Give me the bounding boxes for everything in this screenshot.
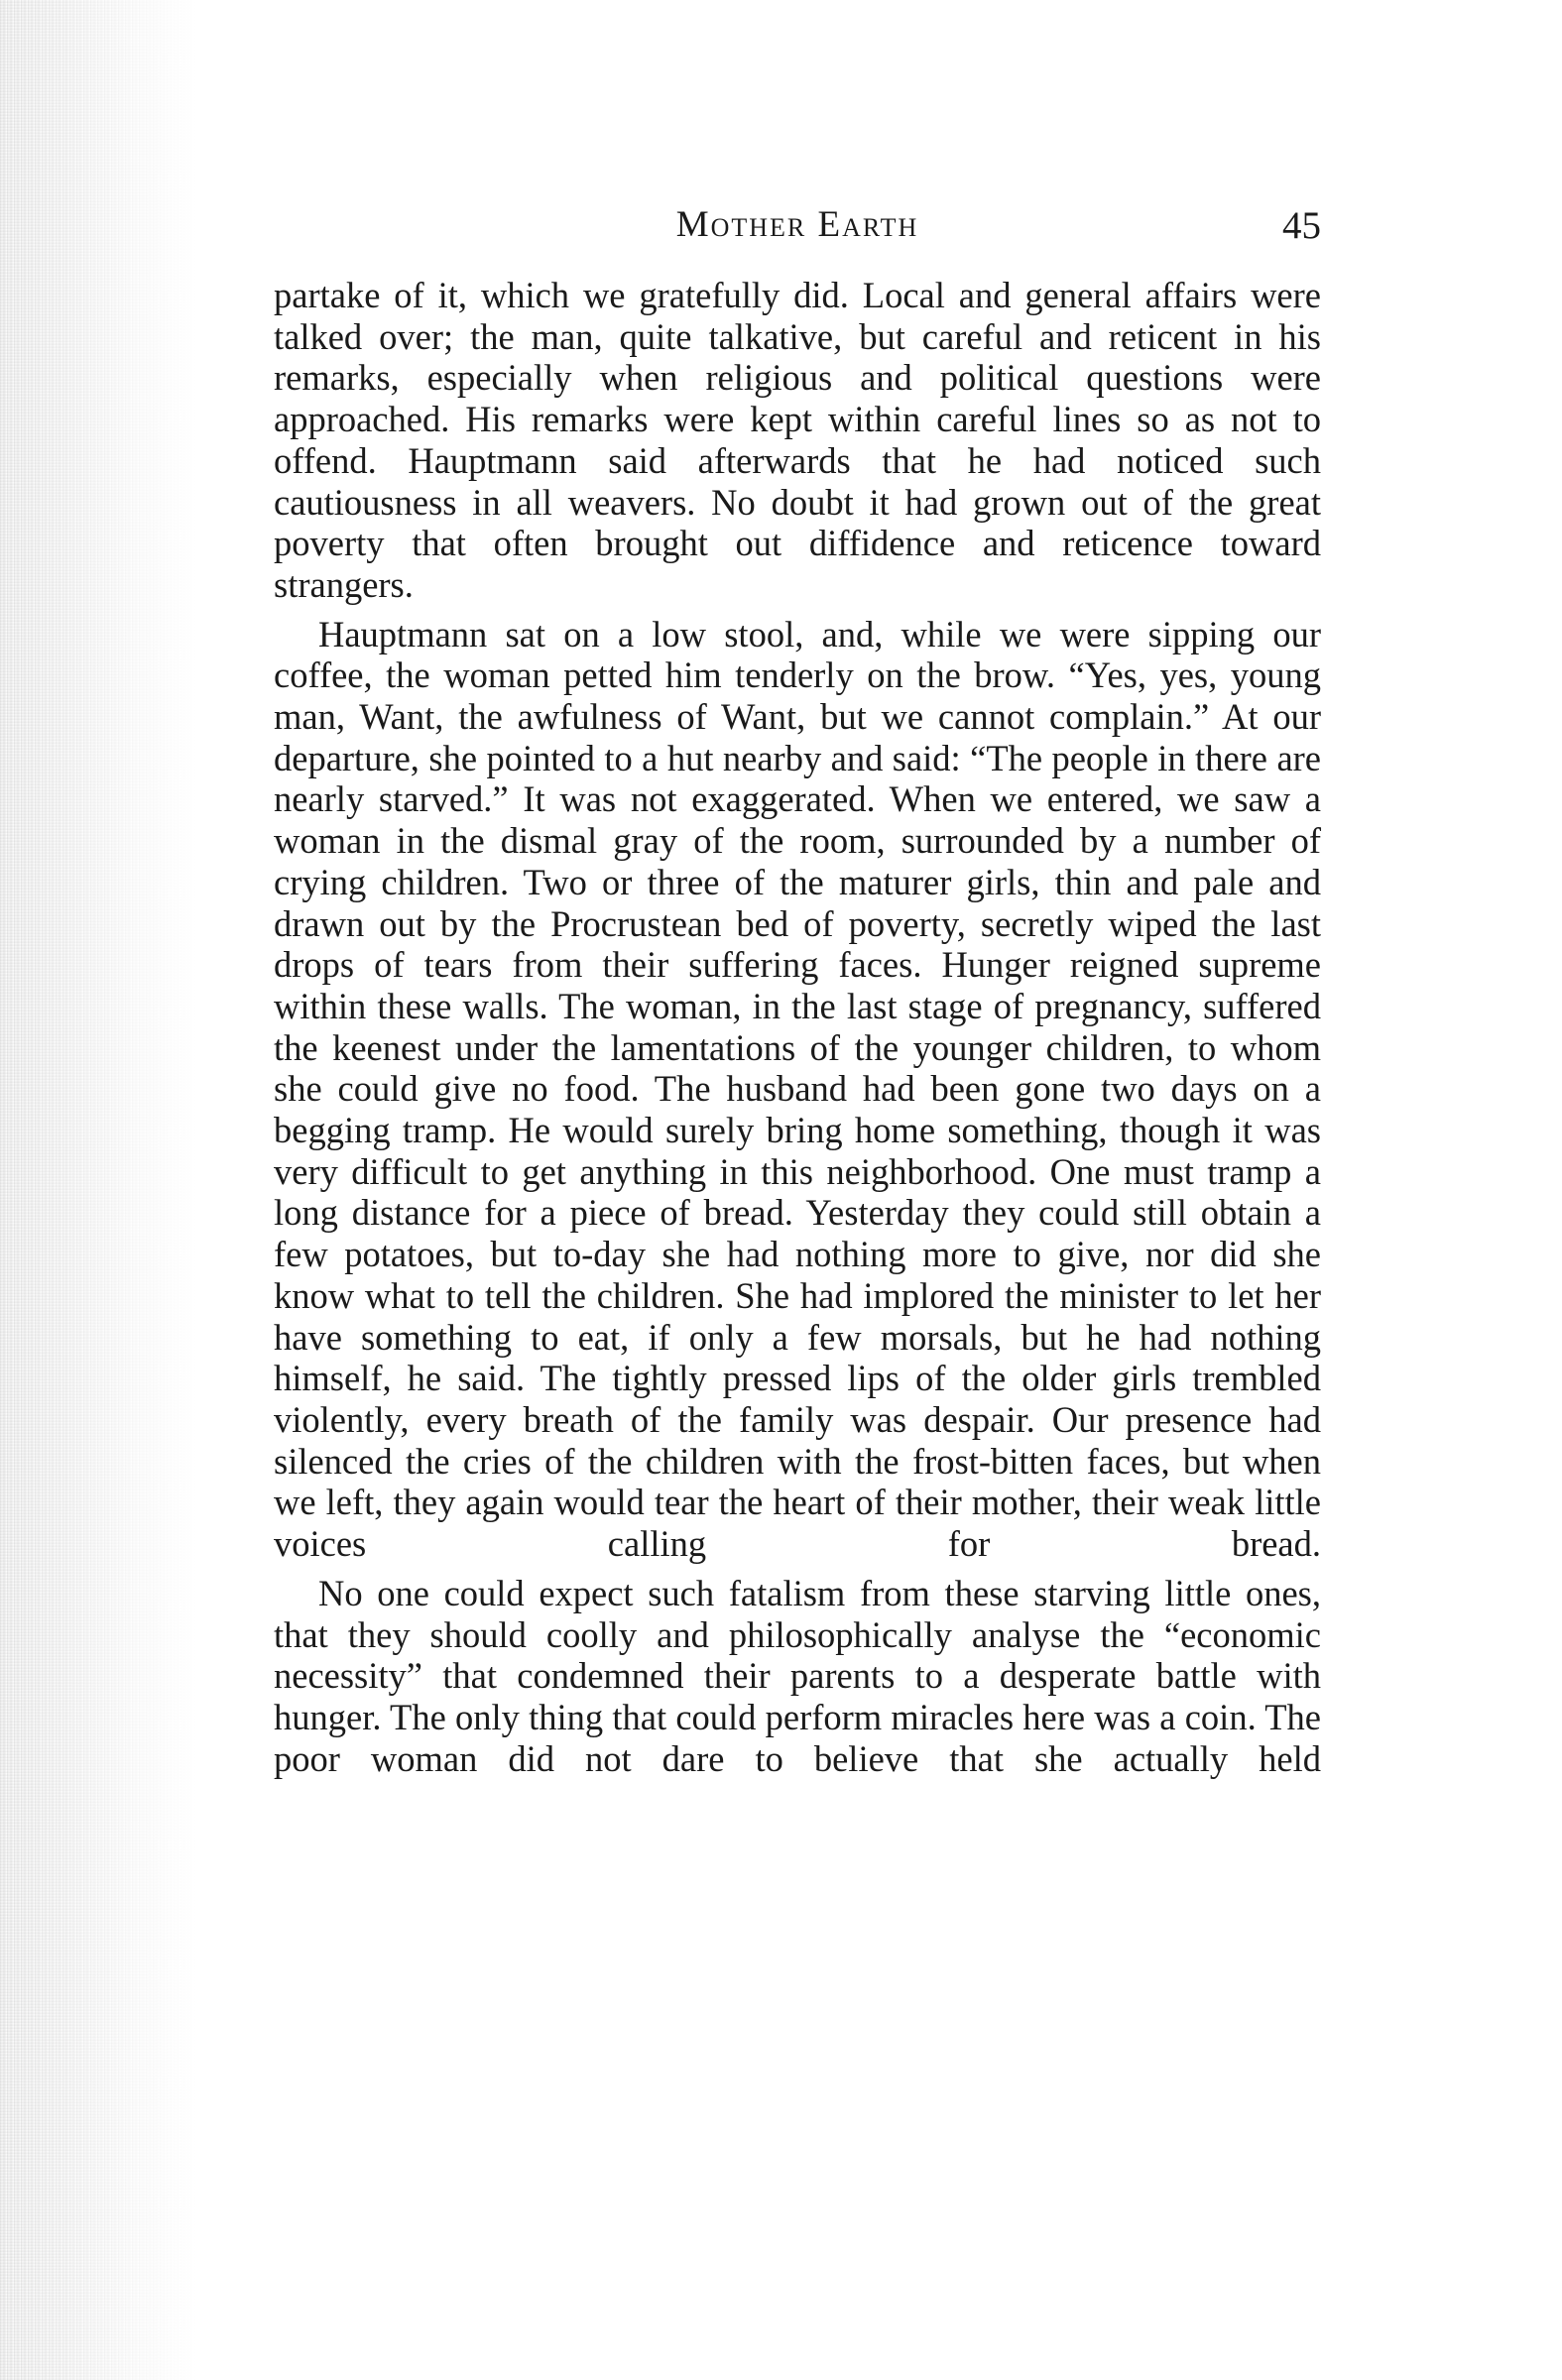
running-header xyxy=(274,203,1321,273)
running-title: Mother Earth xyxy=(675,204,919,245)
scanned-page-edge xyxy=(0,0,198,2380)
body-text xyxy=(274,275,1321,1779)
paragraph-3: No one could expect such fatalism from these starving little ones, that they should coolly and philosophically analyse the “economic necessity” that condemned their parents to a desperate battle with hunger. The only thing that could perform miracles here was a coin. The poor woman did not dare to believe that she actually held xyxy=(274,1572,1321,1779)
paragraph-1: partake of it, which we gratefully did. Local and general affairs were talked over; the man, quite talkative, but careful and reticent in his remarks, especially when religious and political questions were approached. His remarks were kept within careful lines so as not to offend. Hauptmann said afterwards that he had noticed such cautiousness in all weavers. No doubt it had grown out of the great poverty that often brought out diffidence and reticence toward strangers. xyxy=(274,275,1321,605)
book-page xyxy=(274,203,1321,1787)
paragraph-2: Hauptmann sat on a low stool, and, while we were sipping our coffee, the woman petted him tenderly on the brow. “Yes, yes, young man, Want, the awfulness of Want, but we cannot complain.” At our departure, she pointed to a hut nearby and said: “The people in there are nearly starved.” It was not exaggerated. When we entered, we saw a woman in the dismal gray of the room, surrounded by a number of crying children. Two or three of the maturer girls, thin and pale and drawn out by the Procrustean bed of poverty, secretly wiped the last drops of tears from their suffering faces. Hunger reigned supreme within these walls. The woman, in the last stage of pregnancy, suffered the keenest under the lamentations of the younger children, to whom she could give no food. The husband had been gone two days on a begging tramp. He would surely bring home something, though it was very difficult to get anything in this neighborhood. One must tramp a long distance for a piece of bread. Yesterday they could still obtain a few potatoes, but to-day she had nothing more to give, nor did she know what to tell the children. She had implored the minister to let her have something to eat, if only a few morsals, but he had nothing himself, he said. The tightly pressed lips of the older girls trembled violently, every breath of the family was despair. Our presence had silenced the cries of the children with the frost-bitten faces, but when we left, they again would tear the heart of their mother, their weak little voices calling for bread. xyxy=(274,613,1321,1565)
page-number: 45 xyxy=(1282,204,1321,247)
